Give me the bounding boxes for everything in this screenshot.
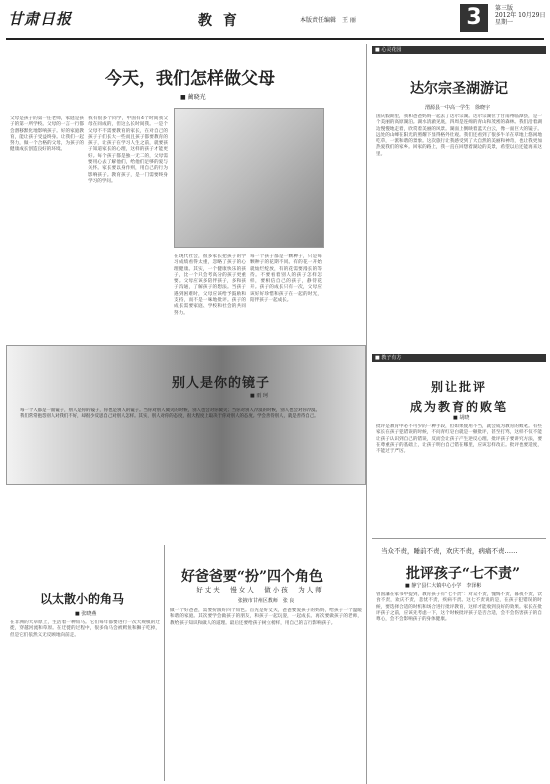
edition-number: 第三版 <box>495 5 514 12</box>
child-photo <box>174 108 324 248</box>
parents-body: 做一个好爸爸，需要扮演好四个角色。首先是好丈夫，爸爸要爱孩子的妈妈，给孩子一个温暖和谐的家庭。其次要学会做孩子的朋友，和孩子一起玩耍，一起成长。再次要做孩子的老师，教给孩子知识和做人的道理。最后还要给孩子树立榜样，用自己的言行影响孩子。 <box>170 608 362 626</box>
section-title: 教 育 <box>198 13 240 29</box>
criticize-slogan: 当众不责，睡前不责，欢庆不责，病痛不责…… <box>381 547 518 555</box>
article-column-0: 父母是孩子的第一任老师，家庭是孩子的第一所学校。父母的一言一行都会潜移默化地影响孩子。好的家庭教育，能让孩子受益终身。让我们一起努力，做一个合格的父母，为孩子的健康成长创造良好的环境。 <box>10 116 84 153</box>
box-divider <box>372 538 546 539</box>
parents-title: 好爸爸要“扮”四个角色 <box>180 569 324 585</box>
box-header-garden: ■ 心灵花园 <box>372 46 546 54</box>
travel-title: 达尔宗圣湖游记 <box>410 81 508 97</box>
edition-weekday: 星期一 <box>495 19 514 26</box>
corner-title: 以太散小的角马 <box>40 592 125 606</box>
criticize-author: ■ 静宁县仁大镇中心小学 李泽彬 <box>405 583 482 589</box>
edition-info <box>495 5 545 26</box>
column-divider <box>366 44 367 784</box>
parents-author: 张掖市甘州区教师 张 良 <box>237 598 295 604</box>
article-author: ■ 蔺晓光 <box>180 94 206 101</box>
box-header-parenting: ■ 教子有方 <box>372 354 546 362</box>
corner-body: 在非洲的大草原上，生活着一种角马。它们每年都要进行一次大规模的迁徙，穿越河流和草原。在迁徙的过程中，很多角马会被鳄鱼和狮子吃掉，但是它们依然义无反顾地向前走。 <box>10 620 160 638</box>
article-column-1: 我有很多个同学，中国有4个时间我父母在同成的，但这么长时间我。一是个父母不不需要教育的家长，在对自己的孩子子们长大一些而且孩子都要教育的孩子，让孩子在学习人生之前，就要孩子知道家长的心理，这样的孩子才能更好。每个孩子都是独一无二的，父母需要用心去了解他们，给他们足够的爱与关怀。家长要以身作则，用自己的行为影响孩子。教育孩子，是一门需要终身学习的学问。 <box>88 116 168 184</box>
critique-body: 批评是教育中必不可少的一种手段，但如果使用不当，就会成为教育的败笔。有些家长在孩子犯错误的时候，不问青红皂白就是一顿批评，甚至打骂，这样不仅不能让孩子认识到自己的错误，反而会让孩子产生逆反心理。批评孩子要讲究方法，要在尊重孩子的基础上，让孩子明白自己错在哪里，应该怎样改正。批评也要适度，不能过于严厉。 <box>376 424 542 455</box>
criticize-title: 批评孩子“七不责” <box>405 566 521 582</box>
critique-title-line2: 成为教育的败笔 <box>409 400 508 414</box>
header-rule <box>6 38 544 40</box>
parents-subtitle: 好丈夫 慢女人 做小孩 为人师 <box>196 586 324 594</box>
edition-date: 2012年 10月29日 <box>495 12 546 19</box>
critique-title-line1: 别让批评 <box>430 380 487 394</box>
corner-author: ■ 张晓燕 <box>75 611 97 617</box>
article-column-2: 在现代社会，很多家长把孩子的学习成绩看得太重，忽略了孩子的心理健康。其实，一个健康快乐的孩子，比一个只会考高分的孩子更重要。父母应该多陪伴孩子，多和孩子沟通，了解孩子的想法。当孩子遇到困难时，父母应该给予鼓励和支持，而不是一味地批评。孩子的成长需要家庭、学校和社会的共同努力。 <box>174 254 246 316</box>
newspaper-logo: 甘肃日报 <box>8 10 73 28</box>
travel-body: 国庆假期里，我和爸爸妈妈一起去了达尔宗湖。达尔宗湖位于甘南州临潭县，是一个美丽的高原湖泊。湖水清澈见底，四周是连绵的青山和茂密的森林。我们沿着湖边慢慢地走着，欣赏着美丽的风景。湖面上倒映着蓝天白云，像一面巨大的镜子。远处的山峰在阳光的照耀下显得格外壮观。我们还看到了很多牛羊在草地上悠闲地吃草，一派和谐的景象。这次旅行让我感受到了大自然的美丽和神奇，也让我更加热爱我们的家乡。回家的路上，我一直在回想着湖边的美景，希望以后还能再来这里。 <box>376 114 542 157</box>
travel-author: 渭源县一中高一学生 徐晓宇 <box>425 105 491 111</box>
mirror-body: 每一个人都是一面镜子，别人是你的镜子，你也是别人的镜子。当你对别人微笑的时候，别人也会对你微笑；当你对别人冷漠的时候，别人也会对你冷漠。我们常常抱怨别人对我们不好，却很少反思自己对别人怎样。其实，别人对你的态度，很大程度上取决于你对别人的态度。学会善待别人，就是善待自己。 <box>20 408 320 419</box>
article-title: 今天，我们怎样做父母 <box>105 69 275 89</box>
article-column-3: 每一个孩子都是一颗种子，只是每颗种子的花期不同。有的花一开始就灿烂绽放，有的花需要漫长的等待。不要看着别人的孩子怎样怎样，要相信自己的孩子，静待花开。孩子的成长只有一次，父母应该好好珍惜和孩子在一起的时光，陪伴孩子一起成长。 <box>250 254 322 304</box>
column-divider-2 <box>164 545 165 781</box>
editor-credit: 本版责任编辑 王 丽 <box>300 17 356 24</box>
page-number: 3 <box>460 4 488 32</box>
criticize-body: 曾国藩在家书中提到，教育孩子有“七不责”：对众不责，愧悔不责，暮夜不责，饮食不责，欢庆不责，悲忧不责，疾病不责。这七不责说的是，在孩子犯错误的时候，要选择合适的时机和场合进行批评教育，这样才能收到良好的效果。家长在批评孩子之前，应该先考虑一下，这个时候批评孩子是否合适，会不会伤害孩子的自尊心，会不会影响孩子的身体健康。 <box>376 592 542 623</box>
mirror-title: 别人是你的镜子 <box>172 376 271 391</box>
mirror-author: ■ 雨 珂 <box>250 393 268 399</box>
critique-author: ■ 胡晓 <box>453 415 470 421</box>
